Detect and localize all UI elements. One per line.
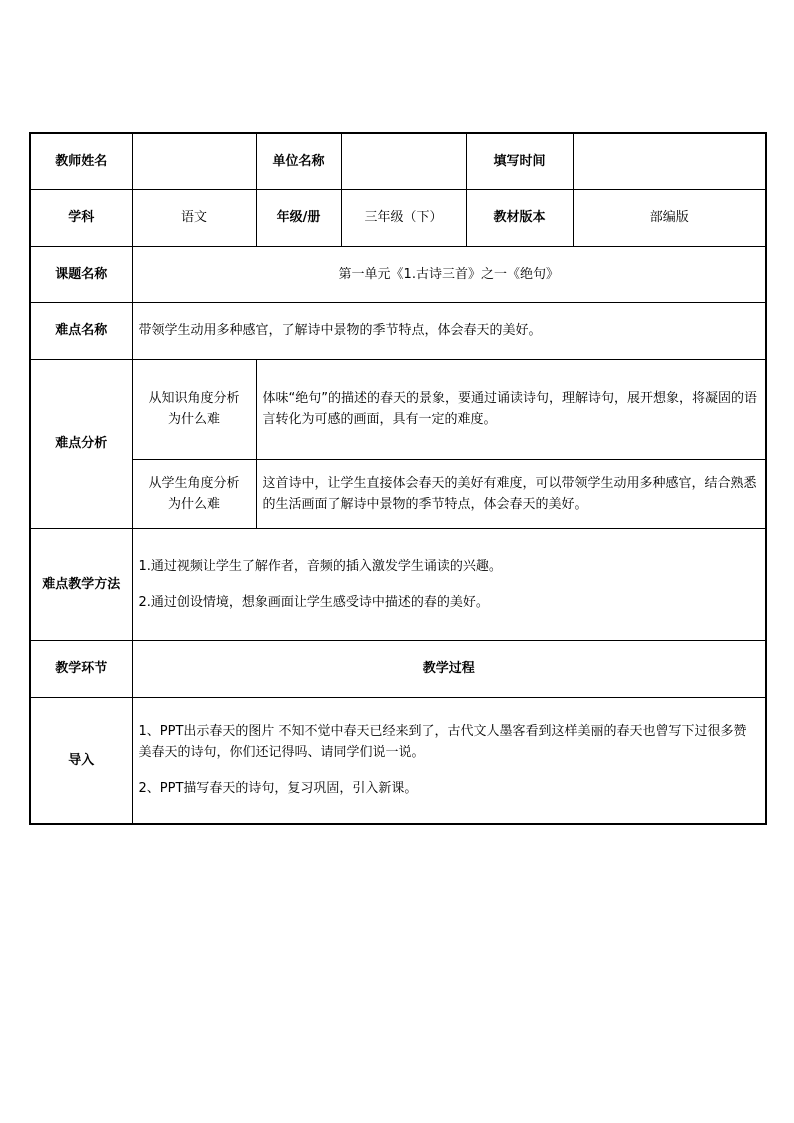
fill-date-label: 填写时间 (466, 133, 573, 189)
difficulty-analysis-label: 难点分析 (30, 359, 132, 528)
edition-value: 部编版 (573, 189, 766, 246)
teaching-method-label: 难点教学方法 (30, 528, 132, 640)
unit-name-value (341, 133, 466, 189)
knowledge-angle-value: 体味“绝句”的描述的春天的景象，要通过诵读诗句，理解诗句，展开想象，将凝固的语言转化为可感的画面，具有一定的难度。 (256, 359, 766, 459)
subject-label: 学科 (30, 189, 132, 246)
difficulty-value: 带领学生动用多种感官，了解诗中景物的季节特点，体会春天的美好。 (132, 302, 766, 359)
intro-row (30, 697, 766, 824)
fill-date-value (573, 133, 766, 189)
intro-item: 2、PPT描写春天的诗句，复习巩固，引入新课。 (138, 781, 418, 797)
knowledge-angle-label: 从知识角度分析为什么难 (132, 359, 256, 459)
teacher-name-label: 教师姓名 (30, 133, 132, 189)
grade-value: 三年级（下） (341, 189, 466, 246)
intro-stage-label: 导入 (30, 697, 132, 824)
teaching-process-header: 教学过程 (132, 640, 766, 697)
teacher-info-row (30, 133, 766, 189)
unit-name-label: 单位名称 (256, 133, 341, 189)
lesson-title-value: 第一单元《1.古诗三首》之一《绝句》 (132, 246, 766, 302)
edition-label: 教材版本 (466, 189, 573, 246)
student-angle-label: 从学生角度分析为什么难 (132, 459, 256, 528)
difficulty-row (30, 302, 766, 359)
grade-label: 年级/册 (256, 189, 341, 246)
method-item: 1.通过视频让学生了解作者，音频的插入激发学生诵读的兴趣。 (138, 558, 502, 574)
subject-info-row (30, 189, 766, 246)
difficulty-label: 难点名称 (30, 302, 132, 359)
intro-content (132, 697, 766, 824)
lesson-title-label: 课题名称 (30, 246, 132, 302)
analysis-knowledge-row (30, 359, 766, 459)
analysis-student-row (30, 459, 766, 528)
lesson-title-row (30, 246, 766, 302)
teacher-name-value (132, 133, 256, 189)
teaching-method-content (132, 528, 766, 640)
method-row (30, 528, 766, 640)
lesson-plan-table (29, 132, 767, 825)
process-header-row (30, 640, 766, 697)
intro-item: 1、PPT出示春天的图片 不知不觉中春天已经来到了，古代文人墨客看到这样美丽的春天也曾写下过很多赞美春天的诗句，你们还记得吗、请同学们说一说。 (138, 724, 747, 761)
teaching-stage-header: 教学环节 (30, 640, 132, 697)
student-angle-value: 这首诗中，让学生直接体会春天的美好有难度，可以带领学生动用多种感官，结合熟悉的生活画面了解诗中景物的季节特点，体会春天的美好。 (256, 459, 766, 528)
method-item: 2.通过创设情境，想象画面让学生感受诗中描述的春的美好。 (138, 594, 489, 610)
subject-value: 语文 (132, 189, 256, 246)
